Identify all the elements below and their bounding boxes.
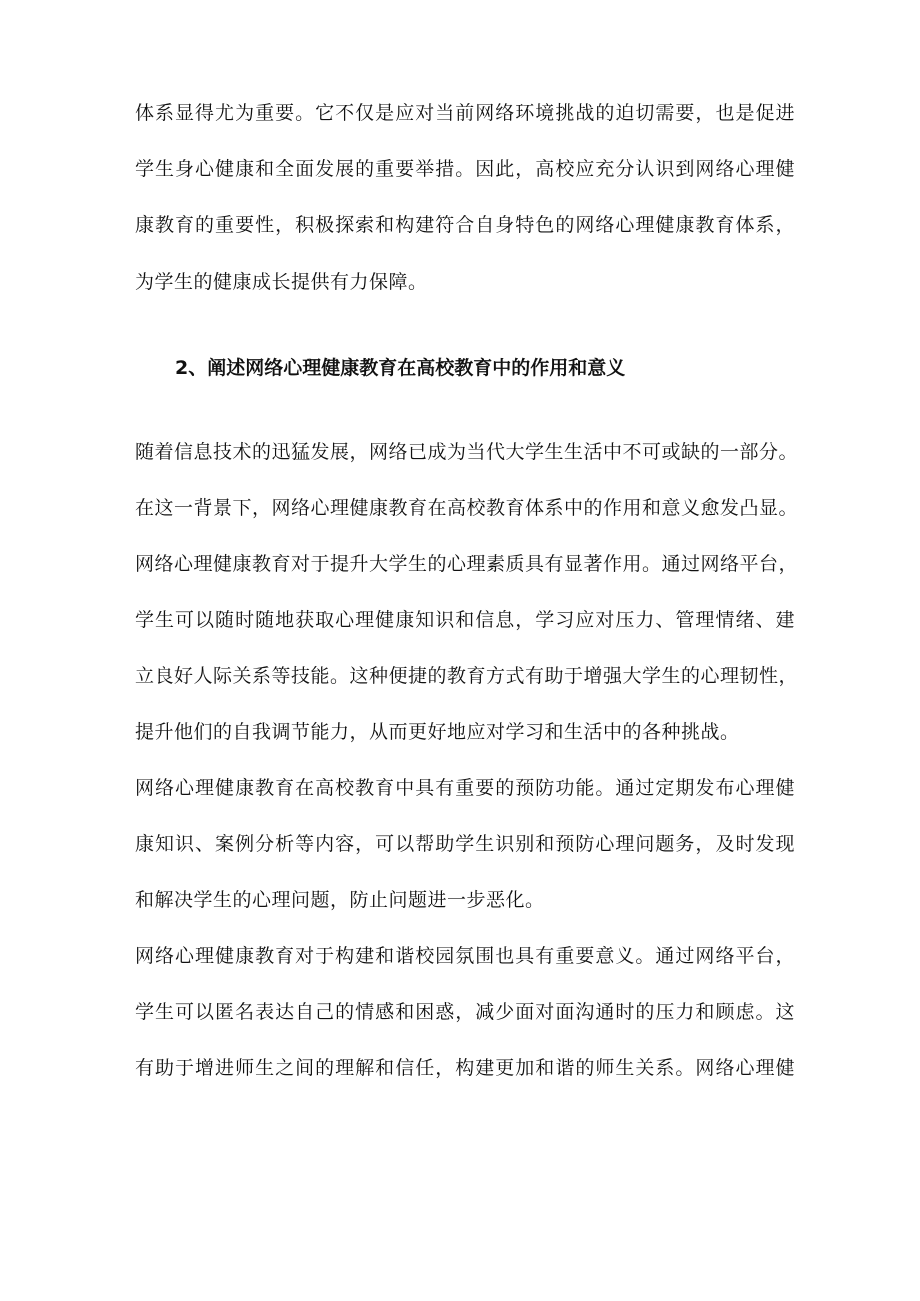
paragraph-line: 学生可以匿名表达自己的情感和困惑，减少面对面沟通时的压力和顾虑。这 bbox=[135, 1001, 795, 1023]
paragraph-line: 网络心理健康教育在高校教育中具有重要的预防功能。通过定期发布心理健 bbox=[135, 777, 795, 799]
paragraph-line: 体系显得尤为重要。它不仅是应对当前网络环境挑战的迫切需要，也是促进 bbox=[135, 102, 795, 124]
paragraph-line: 为学生的健康成长提供有力保障。 bbox=[135, 271, 428, 293]
paragraph-line: 网络心理健康教育对于提升大学生的心理素质具有显著作用。通过网络平台， bbox=[135, 553, 799, 575]
section-heading: 2、阐述网络心理健康教育在高校教育中的作用和意义 bbox=[175, 357, 626, 379]
paragraph-line: 康教育的重要性，积极探索和构建符合自身特色的网络心理健康教育体系， bbox=[135, 214, 795, 236]
paragraph-line: 康知识、案例分析等内容，可以帮助学生识别和预防心理问题务，及时发现 bbox=[135, 833, 795, 855]
paragraph-line: 提升他们的自我调节能力，从而更好地应对学习和生活中的各种挑战。 bbox=[135, 721, 740, 743]
paragraph-line: 立良好人际关系等技能。这种便捷的教育方式有助于增强大学生的心理韧性， bbox=[135, 665, 799, 687]
paragraph-line: 学生身心健康和全面发展的重要举措。因此，高校应充分认识到网络心理健 bbox=[135, 158, 795, 180]
paragraph-line: 随着信息技术的迅猛发展，网络已成为当代大学生生活中不可或缺的一部分。 bbox=[135, 441, 799, 463]
paragraph-line: 学生可以随时随地获取心理健康知识和信息，学习应对压力、管理情绪、建 bbox=[135, 609, 795, 631]
paragraph-line: 网络心理健康教育对于构建和谐校园氛围也具有重要意义。通过网络平台， bbox=[135, 945, 795, 967]
paragraph-line: 和解决学生的心理问题，防止问题进一步恶化。 bbox=[135, 889, 545, 911]
paragraph-line: 有助于增进师生之间的理解和信任，构建更加和谐的师生关系。网络心理健 bbox=[135, 1057, 795, 1079]
paragraph-line: 在这一背景下，网络心理健康教育在高校教育体系中的作用和意义愈发凸显。 bbox=[135, 497, 799, 519]
